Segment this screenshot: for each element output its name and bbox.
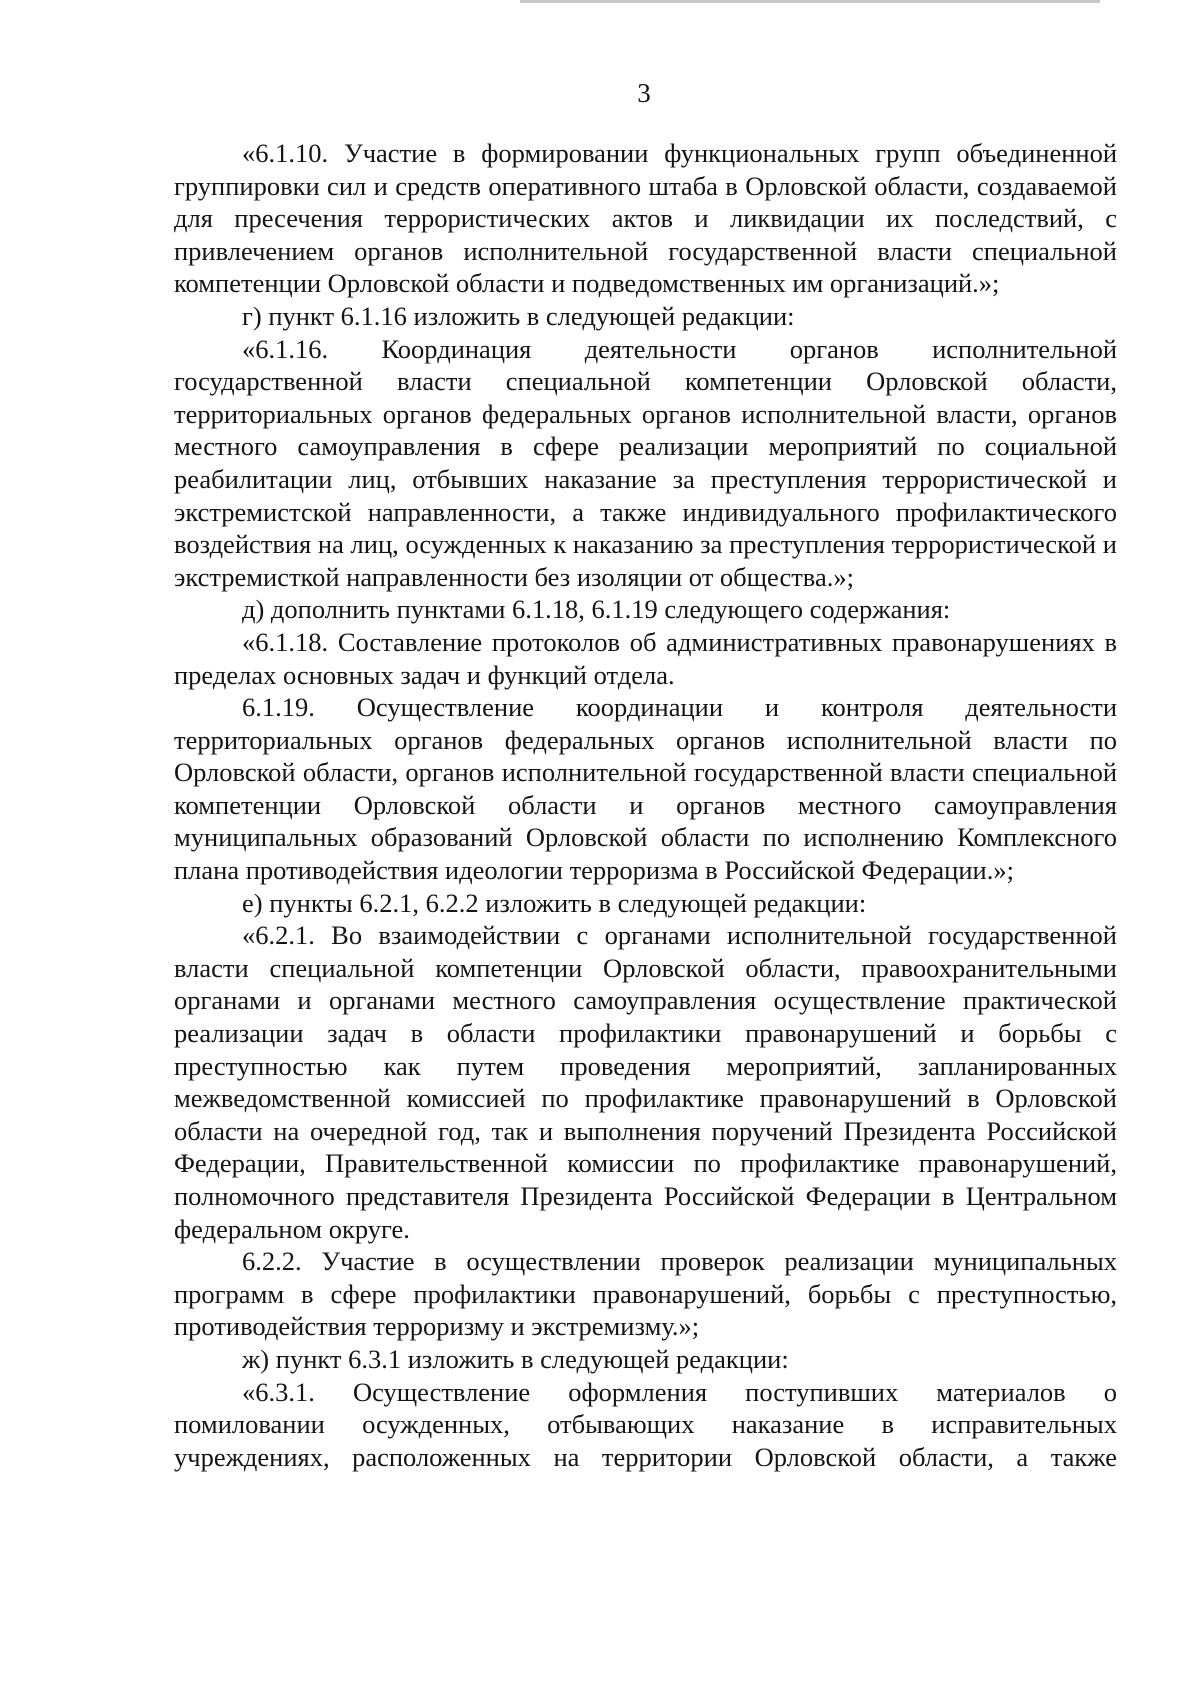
paragraph-6-2-2: 6.2.2. Участие в осуществлении проверок реализации муниципальных программ в сфере профилактики правонарушений, борьбы с преступностью, противодействия терроризму и экстремизму.»;: [174, 1246, 1117, 1342]
paragraph-amendment-zh: ж) пункт 6.3.1 изложить в следующей редакции:: [242, 1343, 789, 1374]
paragraph-6-1-19: 6.1.19. Осуществление координации и контроля деятельности территориальных органов федеральных органов исполнительной власти по Орловской области, органов исполнительной государственной власти специальной компетенции Орловской области и органов местного самоуправления муниципальных образований Орловской области по исполнению Комплексного плана противодействия идеологии терроризма в Российской Федерации.»;: [174, 692, 1117, 886]
paragraph-amendment-d: д) дополнить пунктами 6.1.18, 6.1.19 следующего содержания:: [242, 594, 951, 625]
paragraph-amendment-e: е) пункты 6.2.1, 6.2.2 изложить в следующей редакции:: [242, 887, 867, 918]
paragraph-amendment-g: г) пункт 6.1.16 изложить в следующей редакции:: [242, 300, 795, 331]
page-number: 3: [637, 78, 651, 108]
paragraph-6-2-1: «6.2.1. Во взаимодействии с органами исполнительной государственной власти специальной компетенции Орловской области, правоохранительными органами и органами местного самоуправления осуществление практической реализации задач в области профилактики правонарушений и борьбы с преступностью как путем проведения мероприятий, запланированных межведомственной комиссией по профилактике правонарушений в Орловской области на очередной год, так и выполнения поручений Президента Российской Федерации, Правительственной комиссии по профилактике правонарушений, полномочного представителя Президента Российской Федерации в Центральном федеральном округе.: [174, 920, 1117, 1244]
paragraph-6-1-16: «6.1.16. Координация деятельности органов исполнительной государственной власти специальной компетенции Орловской области, территориальных органов федеральных органов исполнительной власти, органов местного самоуправления в сфере реализации мероприятий по социальной реабилитации лиц, отбывших наказание за преступления террористической и экстремистской направленности, а также индивидуального профилактического воздействия на лиц, осужденных к наказанию за преступления террористической и экстремисткой направленности без изоляции от общества.»;: [174, 333, 1117, 592]
document-body: [174, 137, 1117, 1473]
paragraph-6-1-10: «6.1.10. Участие в формировании функциональных групп объединенной группировки сил и средств оперативного штаба в Орловской области, создаваемой для пресечения террористических актов и ликвидации их последствий, с привлечением органов исполнительной государственной власти специальной компетенции Орловской области и подведомственных им организаций.»;: [174, 138, 1117, 299]
paragraph-6-1-18: «6.1.18. Составление протоколов об административных правонарушениях в пределах основных задач и функций отдела.: [174, 626, 1117, 690]
paragraph-6-3-1: «6.3.1. Осуществление оформления поступивших материалов о помиловании осужденных, отбывающих наказание в исправительных учреждениях, расположенных на территории Орловской области, а также: [174, 1376, 1117, 1472]
top-border-line: [520, 0, 1100, 3]
